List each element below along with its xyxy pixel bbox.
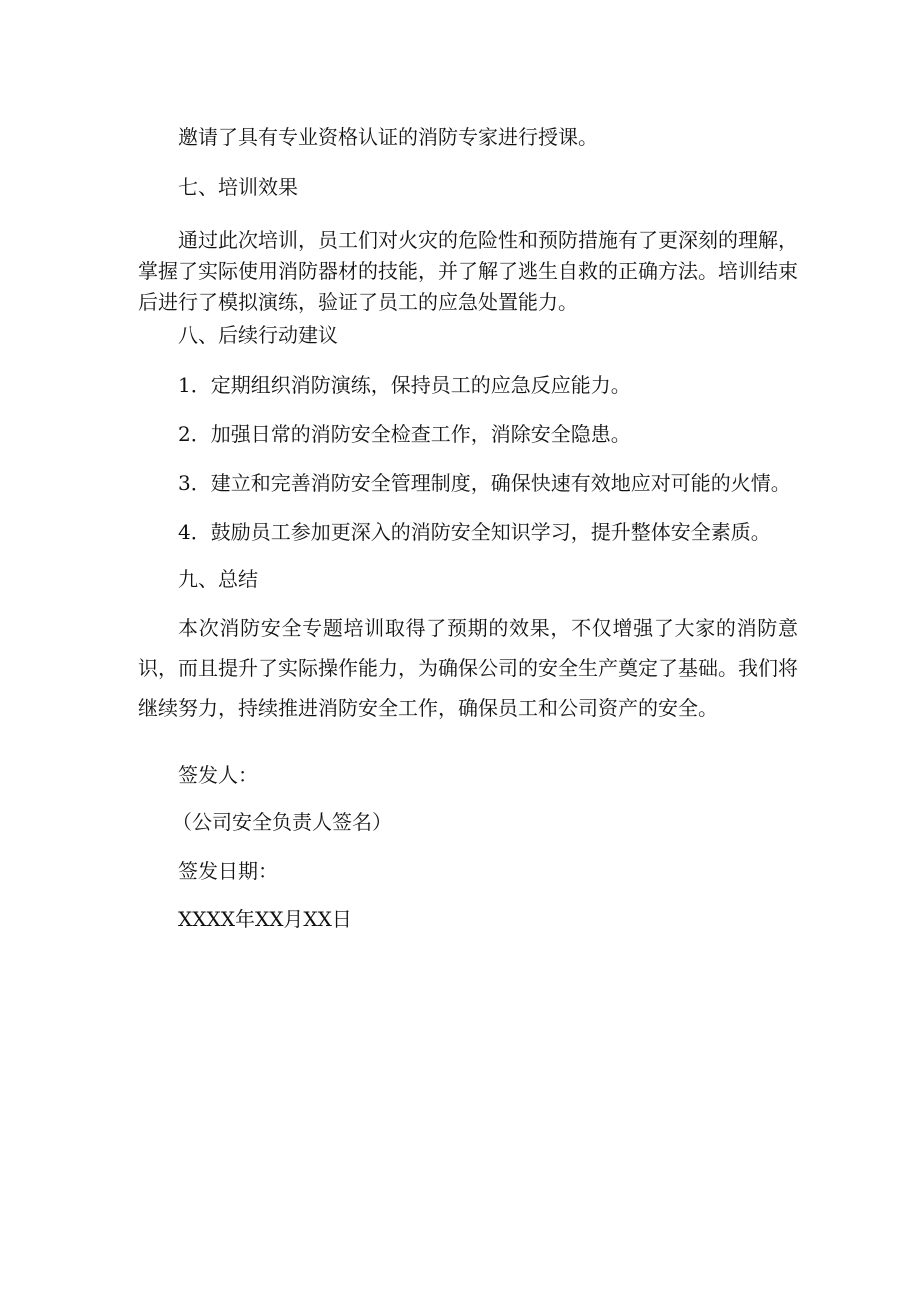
list-item-2: 2．加强日常的消防安全检查工作，消除安全隐患。 (178, 422, 631, 446)
intro-line: 邀请了具有专业资格认证的消防专家进行授课。 (178, 125, 598, 149)
section-8-heading: 八、后续行动建议 (178, 323, 338, 347)
issue-date-label: 签发日期： (178, 859, 278, 883)
list-item-3: 3．建立和完善消防安全管理制度，确保快速有效地应对可能的火情。 (178, 471, 791, 495)
issuer-label: 签发人： (178, 763, 258, 787)
issue-date-value: XXXX年XX月XX日 (178, 907, 352, 931)
list-item-1: 1．定期组织消防演练，保持员工的应急反应能力。 (178, 373, 631, 397)
issuer-signature-note: （公司安全负责人签名） (172, 810, 392, 834)
section-7-body: 通过此次培训，员工们对火灾的危险性和预防措施有了更深刻的理解，掌握了实际使用消防器材的技能，并了解了逃生自救的正确方法。培训结束后进行了模拟演练，验证了员工的应急处置能力。 (138, 228, 798, 314)
list-item-4: 4．鼓励员工参加更深入的消防安全知识学习，提升整体安全素质。 (178, 520, 771, 544)
section-7-heading: 七、培训效果 (178, 175, 298, 199)
section-9-body: 本次消防安全专题培训取得了预期的效果，不仅增强了大家的消防意识，而且提升了实际操作能力，为确保公司的安全生产奠定了基础。我们将继续努力，持续推进消防安全工作，确保员工和公司资产的安全。 (138, 616, 798, 720)
section-9-heading: 九、总结 (178, 567, 258, 591)
